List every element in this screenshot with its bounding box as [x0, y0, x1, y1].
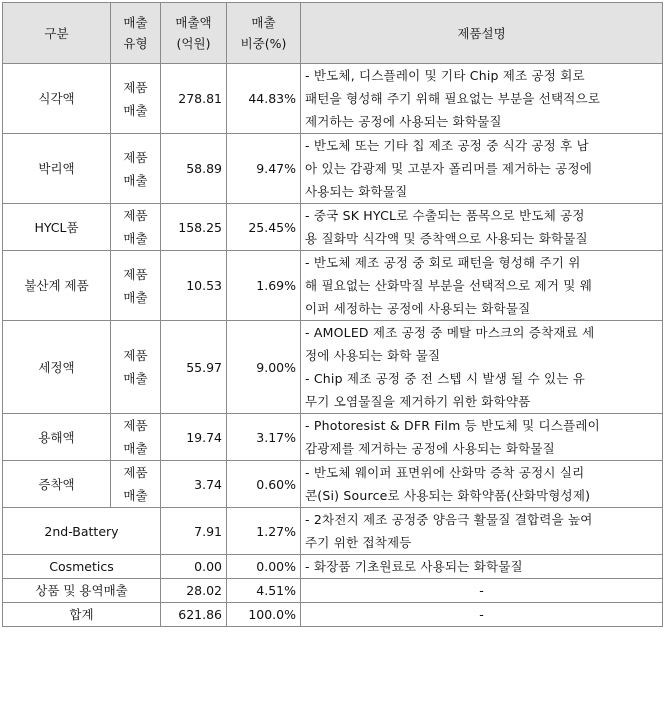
header-description: 제품설명: [301, 3, 663, 64]
row-sales-type: [111, 461, 161, 508]
row-sales-type-line2: 매출: [123, 441, 148, 456]
row-description: [301, 134, 663, 204]
row-description: [301, 321, 663, 414]
table-row: [3, 251, 663, 321]
row-sales-type-line1: 제품: [123, 465, 148, 480]
row-amount: 0.00: [161, 555, 227, 579]
row-category: 상품 및 용역매출: [3, 579, 161, 603]
row-sales-type: [111, 414, 161, 461]
desc-line: - 2차전지 제조 공정중 양음극 활물질 결합력을 높여: [305, 512, 593, 527]
row-amount: 28.02: [161, 579, 227, 603]
table-row: [3, 414, 663, 461]
row-category: 2nd-Battery: [3, 508, 161, 555]
total-description: -: [301, 603, 663, 627]
row-category: 용해액: [3, 414, 111, 461]
row-sales-type-line2: 매출: [123, 102, 148, 118]
row-sales-type-line1: 제품: [123, 208, 148, 223]
total-label: 합계: [3, 603, 161, 627]
row-sales-type: [111, 204, 161, 251]
row-sales-type-line2: 매출: [123, 231, 148, 246]
header-category: 구분: [3, 3, 111, 64]
row-sales-type-line1: 제품: [123, 266, 148, 282]
row-description: [301, 204, 663, 251]
row-amount: 7.91: [161, 508, 227, 555]
header-ratio: [227, 3, 301, 64]
table-row: [3, 579, 663, 603]
row-sales-type: [111, 321, 161, 414]
desc-line: 아 있는 감광제 및 고분자 폴리머를 제거하는 공정에: [305, 161, 592, 176]
desc-line: 주기 위한 접착제등: [305, 535, 412, 550]
row-amount: 278.81: [161, 64, 227, 134]
desc-line: - 중국 SK HYCL로 수출되는 품목으로 반도체 공정: [305, 208, 585, 223]
row-sales-type-line2: 매출: [123, 289, 148, 305]
row-ratio: 0.60%: [227, 461, 301, 508]
row-description: [301, 508, 663, 555]
header-amount: [161, 3, 227, 64]
row-amount: 19.74: [161, 414, 227, 461]
desc-line: 이퍼 세정하는 공정에 사용되는 화학물질: [305, 301, 531, 316]
row-description: [301, 555, 663, 579]
row-ratio: 1.69%: [227, 251, 301, 321]
header-amount-line1: 매출액: [175, 15, 212, 30]
row-category: 박리액: [3, 134, 111, 204]
table-row: [3, 508, 663, 555]
header-sales-type-line2: 유형: [123, 36, 148, 51]
desc-line: - Chip 제조 공정 중 전 스텝 시 발생 될 수 있는 유: [305, 371, 586, 386]
row-ratio: 3.17%: [227, 414, 301, 461]
row-description: [301, 461, 663, 508]
desc-line: 감광제를 제거하는 공정에 사용되는 화학물질: [305, 441, 555, 456]
header-sales-type-line1: 매출: [123, 15, 148, 30]
row-ratio: 1.27%: [227, 508, 301, 555]
desc-line: - AMOLED 제조 공정 중 메탈 마스크의 증착재료 세: [305, 325, 595, 340]
row-description: -: [301, 579, 663, 603]
desc-line: - 반도체 또는 기타 칩 제조 공정 중 식각 공정 후 남: [305, 138, 589, 153]
row-sales-type-line2: 매출: [123, 371, 148, 386]
row-sales-type: [111, 64, 161, 134]
row-category: HYCL품: [3, 204, 111, 251]
row-sales-type: [111, 251, 161, 321]
header-amount-line2: (억원): [176, 36, 211, 51]
row-sales-type-line1: 제품: [123, 149, 148, 165]
row-sales-type: [111, 134, 161, 204]
row-amount: 55.97: [161, 321, 227, 414]
header-ratio-line1: 매출: [251, 15, 276, 30]
row-ratio: 25.45%: [227, 204, 301, 251]
total-amount: 621.86: [161, 603, 227, 627]
desc-line: - 반도체 제조 공정 중 회로 패턴을 형성해 주기 위: [305, 255, 581, 270]
row-ratio: 9.47%: [227, 134, 301, 204]
table-row: [3, 461, 663, 508]
desc-line: 콘(Si) Source로 사용되는 화학약품(산화막형성제): [305, 488, 591, 503]
row-category: 불산계 제품: [3, 251, 111, 321]
desc-line: - 화장품 기초원료로 사용되는 화학물질: [305, 559, 523, 574]
table-row: [3, 134, 663, 204]
row-category: 증착액: [3, 461, 111, 508]
row-description: [301, 64, 663, 134]
header-row: [3, 3, 663, 64]
desc-line: - Photoresist & DFR Film 등 반도체 및 디스플레이: [305, 418, 600, 433]
row-category: 세정액: [3, 321, 111, 414]
table-row: [3, 321, 663, 414]
table-row: [3, 64, 663, 134]
row-sales-type-line1: 제품: [123, 79, 148, 95]
row-amount: 158.25: [161, 204, 227, 251]
desc-line: 패턴을 형성해 주기 위해 필요없는 부분을 선택적으로: [305, 91, 601, 106]
desc-line: - 반도체, 디스플레이 및 기타 Chip 제조 공정 회로: [305, 68, 585, 83]
row-amount: 3.74: [161, 461, 227, 508]
total-ratio: 100.0%: [227, 603, 301, 627]
row-category: Cosmetics: [3, 555, 161, 579]
row-amount: 10.53: [161, 251, 227, 321]
row-ratio: 44.83%: [227, 64, 301, 134]
row-category: 식각액: [3, 64, 111, 134]
desc-line: 제거하는 공정에 사용되는 화학물질: [305, 114, 502, 129]
desc-line: 해 필요없는 산화막질 부분을 선택적으로 제거 및 웨: [305, 278, 592, 293]
row-ratio: 0.00%: [227, 555, 301, 579]
header-sales-type: [111, 3, 161, 64]
row-amount: 58.89: [161, 134, 227, 204]
desc-line: 무기 오염물질을 제거하기 위한 화학약품: [305, 394, 531, 409]
header-ratio-line2: 비중(%): [240, 36, 287, 51]
sales-table: [2, 2, 663, 627]
row-ratio: 9.00%: [227, 321, 301, 414]
desc-line: 정에 사용되는 화학 물질: [305, 348, 441, 363]
row-sales-type-line1: 제품: [123, 348, 148, 363]
row-sales-type-line1: 제품: [123, 418, 148, 433]
row-ratio: 4.51%: [227, 579, 301, 603]
desc-line: 용 질화막 식각액 및 증착액으로 사용되는 화학물질: [305, 231, 588, 246]
table-row: [3, 204, 663, 251]
table-row: [3, 555, 663, 579]
row-description: [301, 251, 663, 321]
desc-line: 사용되는 화학물질: [305, 184, 408, 199]
row-sales-type-line2: 매출: [123, 488, 148, 503]
row-description: [301, 414, 663, 461]
row-sales-type-line2: 매출: [123, 172, 148, 188]
total-row: [3, 603, 663, 627]
desc-line: - 반도체 웨이퍼 표면위에 산화막 증착 공정시 실리: [305, 465, 585, 480]
